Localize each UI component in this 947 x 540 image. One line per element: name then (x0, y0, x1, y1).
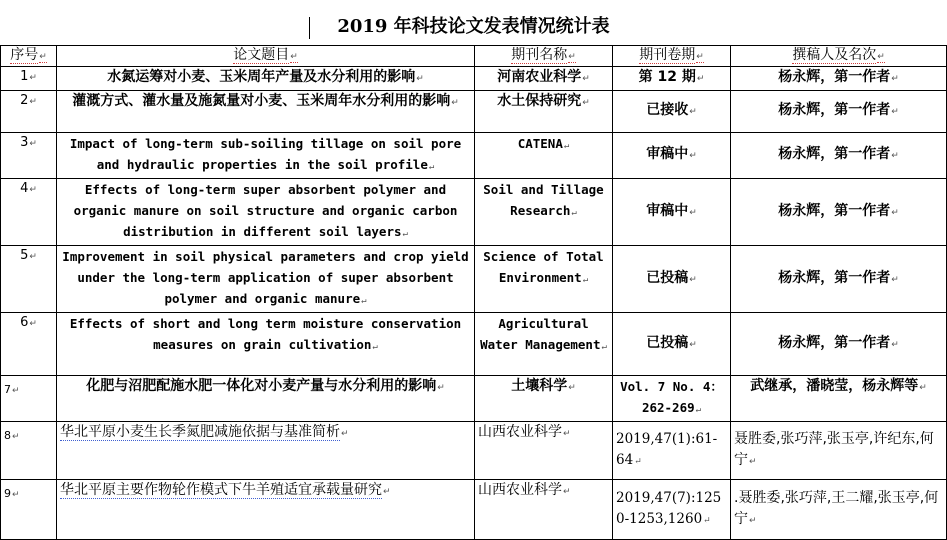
row-authors: 杨永辉，第一作者 (778, 334, 891, 351)
row-issue: 2019,47(1):61-64 (616, 430, 718, 468)
row-journal: 水土保持研究 (497, 93, 582, 109)
row-issue: 已投稿 (646, 334, 689, 351)
row-issue: 第 12 期 (638, 69, 696, 85)
row-title: 华北平原小麦生长季氮肥减施依据与基准简析 (60, 424, 340, 440)
page-title: 2019 年科技论文发表情况统计表 (337, 16, 610, 37)
table-row: 6↵ Effects of short and long term moisture conservation measures on grain cultivation↵ Agricultural Water Management↵ 已投稿↵ 杨永辉，第一作者↵ (1, 313, 947, 376)
row-journal: Science of Total Environment (483, 249, 604, 285)
header-journal: 期刊名称↵ (475, 46, 613, 67)
table-row: 3↵ Impact of long-term sub-soiling tillage on soil pore and hydraulic properties in the soil profile↵ CATENA↵ 审稿中↵ 杨永辉，第一作者↵ (1, 133, 947, 179)
row-issue: 2019,47(7):1250-1253,1260 (616, 489, 722, 527)
row-authors: 武继承，潘晓莹，杨永辉等 (750, 378, 919, 394)
row-journal: 土壤科学 (511, 378, 568, 394)
row-no: 5 (20, 248, 29, 263)
table-row: 1↵ 水氮运筹对小麦、玉米周年产量及水分利用的影响↵ 河南农业科学↵ 第 12 期↵ 杨永辉，第一作者↵ (1, 67, 947, 91)
row-authors: 聂胜委,张巧萍,张玉亭,许纪东,何宁 (734, 430, 934, 468)
row-journal: 山西农业科学 (478, 482, 562, 498)
header-title: 论文题目↵ (57, 46, 475, 67)
row-title: Effects of short and long term moisture conservation measures on grain cultivation (69, 316, 462, 352)
text-cursor (309, 17, 310, 39)
row-issue: Vol. 7 No. 4：262-269 (620, 379, 723, 415)
row-authors: 杨永辉，第一作者 (778, 102, 891, 118)
row-journal: 山西农业科学 (478, 424, 562, 440)
row-no: 9 (4, 487, 11, 500)
row-issue: 审稿中 (646, 202, 689, 219)
table-row: 5↵ Improvement in soil physical parameters and crop yield under the long-term application of super absorbent polymer and organic manure↵ Science of Total Environment↵ 已投稿↵ 杨永辉，第一作者↵ (1, 246, 947, 313)
row-no: 7 (4, 383, 11, 396)
row-title: 华北平原主要作物轮作模式下牛羊殖适宜承载量研究 (60, 482, 382, 498)
table-row: 8↵ 华北平原小麦生长季氮肥减施依据与基准简析↵ 山西农业科学↵ 2019,47(1):61-64↵ 聂胜委,张巧萍,张玉亭,许纪东,何宁↵ (1, 422, 947, 480)
row-no: 3 (20, 135, 29, 150)
papers-table (0, 45, 947, 540)
row-title: Improvement in soil physical parameters and crop yield under the long-term application of super absorbent polymer and organic manure (62, 249, 469, 306)
row-no: 1 (20, 69, 29, 84)
row-title: Effects of long-term super absorbent polymer and organic manure on soil structure and organic carbon distribution in different soil layers (73, 182, 458, 239)
row-issue: 已接收 (646, 102, 689, 118)
row-no: 6 (20, 315, 29, 330)
row-no: 2 (20, 93, 29, 108)
row-authors: 杨永辉，第一作者 (778, 269, 891, 286)
row-journal: 河南农业科学 (497, 69, 582, 85)
table-row: 4↵ Effects of long-term super absorbent polymer and organic manure on soil structure and organic carbon distribution in different soil layers↵ Soil and Tillage Research↵ 审稿中↵ 杨永辉，第一作者↵ (1, 179, 947, 246)
table-header-row (1, 46, 947, 67)
row-authors: 杨永辉，第一作者 (778, 69, 891, 85)
row-title: 化肥与沼肥配施水肥一体化对小麦产量与水分利用的影响 (86, 378, 437, 394)
table-row: 2↵ 灌溉方式、灌水量及施氮量对小麦、玉米周年水分利用的影响↵ 水土保持研究↵ 已接收↵ 杨永辉，第一作者↵ (1, 91, 947, 133)
row-authors: 杨永辉，第一作者 (778, 146, 891, 162)
row-title: 灌溉方式、灌水量及施氮量对小麦、玉米周年水分利用的影响 (72, 93, 451, 109)
row-journal: Soil and Tillage Research (483, 182, 604, 218)
row-issue: 已投稿 (646, 269, 689, 286)
row-title: 水氮运筹对小麦、玉米周年产量及水分利用的影响 (107, 69, 416, 85)
header-issue: 期刊卷期↵ (613, 46, 731, 67)
table-row: 7↵ 化肥与沼肥配施水肥一体化对小麦产量与水分利用的影响↵ 土壤科学↵ Vol. 7 No. 4：262-269↵ 武继承，潘晓莹，杨永辉等↵ (1, 376, 947, 422)
row-journal: CATENA (517, 136, 563, 151)
header-no: 序号↵ (1, 46, 57, 67)
row-no: 8 (4, 429, 11, 442)
row-journal: Agricultural Water Management (480, 316, 601, 352)
table-row: 9↵ 华北平原主要作物轮作模式下牛羊殖适宜承载量研究↵ 山西农业科学↵ 2019,47(7):1250-1253,1260↵ .聂胜委,张巧萍,王二耀,张玉亭,何宁↵ (1, 480, 947, 540)
row-no: 4 (20, 181, 29, 196)
row-issue: 审稿中 (646, 146, 689, 162)
header-authors: 撰稿人及名次↵ (731, 46, 947, 67)
row-title: Impact of long-term sub-soiling tillage on soil pore and hydraulic properties in the soil profile (69, 136, 462, 172)
row-authors: 杨永辉，第一作者 (778, 202, 891, 219)
row-authors: .聂胜委,张巧萍,王二耀,张玉亭,何宁 (734, 489, 939, 527)
